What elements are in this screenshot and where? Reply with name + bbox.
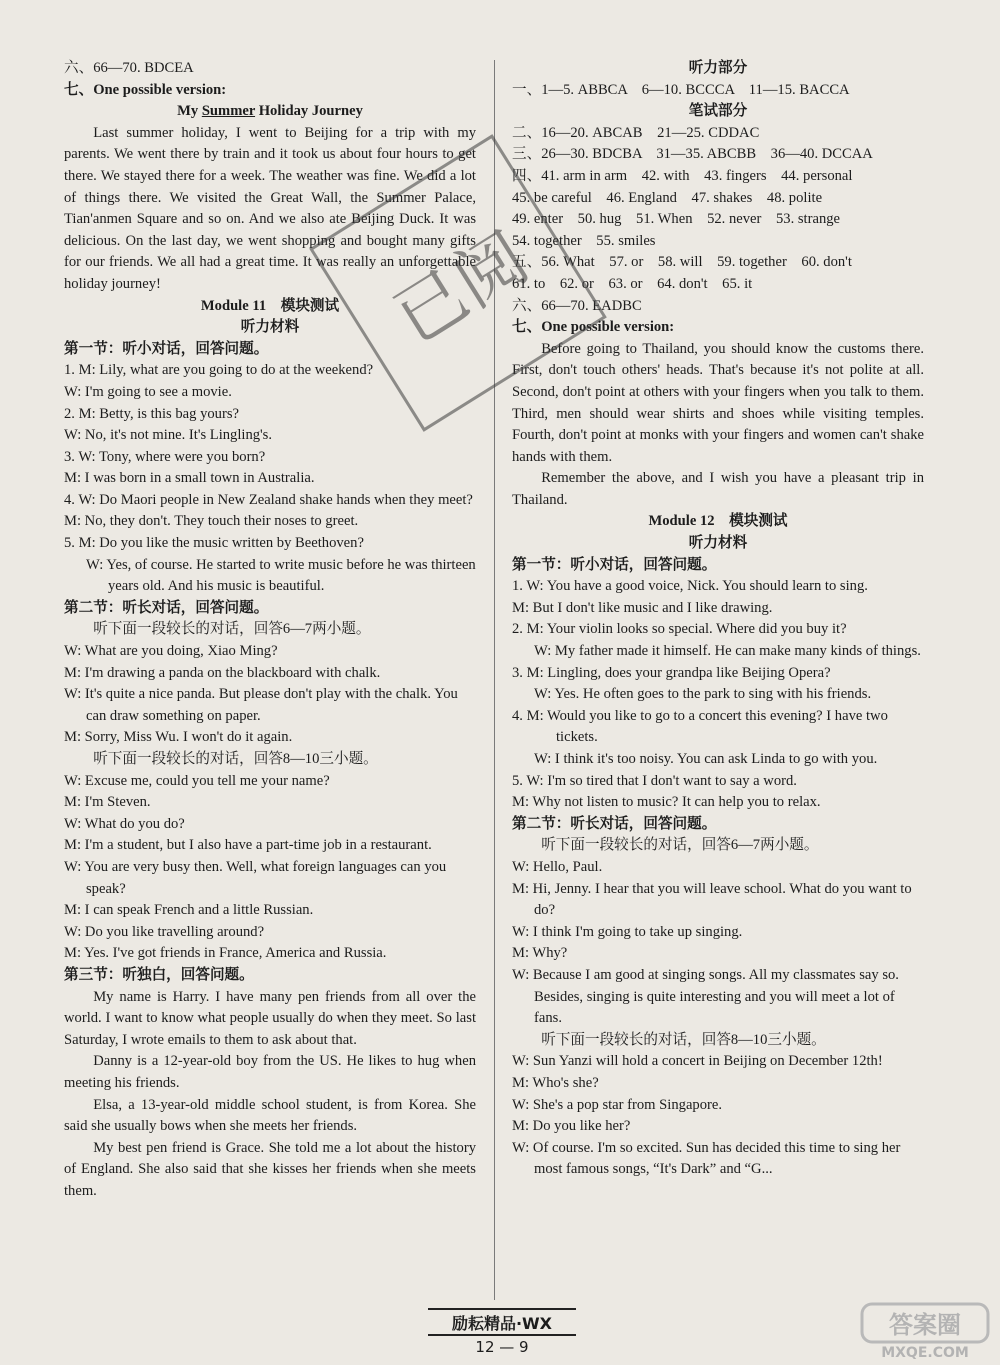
dialogue-line: W: Hello, Paul. — [512, 858, 603, 875]
dialogue-line: W: I think I'm going to take up singing. — [512, 923, 743, 940]
section-6-answers: 六、66—70. BDCEA — [64, 60, 194, 76]
dialogue-line: W: I think it's too noisy. You can ask Linda to go with you. — [534, 751, 878, 767]
section-7-heading: 七、One possible version: — [64, 81, 227, 98]
essay-paragraph: Before going to Thailand, you should know the customs there. First, don't touch others' heads. That's because it's not polite at all. Second, don't point at others with your fingers when you talk to them. Third, men should wear shirts and shoes while visiting temples. Fourth, don't point at monks with your fingers and women can't shake hands with them. — [512, 340, 924, 465]
dialogue-line: 2. M: Betty, is this bag yours? — [64, 405, 239, 422]
page-number: 12 — 9 — [475, 1338, 529, 1356]
dialogue-line: 3. M: Lingling, does your grandpa like Beijing Opera? — [512, 664, 831, 681]
dialogue-line: M: I'm drawing a panda on the blackboard with chalk. — [64, 664, 381, 681]
answer-row: 45. be careful 46. England 47. shakes 48. polite — [512, 189, 823, 206]
monologue-paragraph: Elsa, a 13-year-old middle school student, is from Korea. She said she usually bows when she meets her friends. — [64, 1096, 476, 1135]
page-footer — [0, 1300, 1000, 1365]
module-11-title: Module 11 模块测试 — [200, 297, 340, 314]
logo-url: MXQE.COM — [881, 1345, 969, 1360]
right-column — [512, 58, 924, 1181]
section-2-heading: 第二节：听长对话，回答问题。 — [512, 815, 717, 832]
dialogue-line: 4. W: Do Maori people in New Zealand shake hands when they meet? — [64, 491, 473, 508]
dialogue-line: M: But I don't like music and I like drawing. — [512, 599, 773, 616]
listening-material-title: 听力材料 — [688, 535, 748, 552]
answer-row: 六、66—70. EADBC — [512, 297, 642, 314]
answer-row: 二、16—20. ABCAB 21—25. CDDAC — [512, 124, 760, 141]
dialogue-line: M: I'm Steven. — [64, 794, 151, 811]
dialogue-line: W: What are you doing, Xiao Ming? — [64, 643, 278, 660]
logo-text: 答案圈 — [889, 1311, 961, 1339]
dialogue-line: M: I'm a student, but I also have a part-time job in a restaurant. — [64, 837, 432, 854]
dialogue-line: 3. W: Tony, where were you born? — [64, 448, 266, 465]
answer-row: 一、1—5. ABBCA 6—10. BCCCA 11—15. BACCA — [512, 81, 850, 98]
instruction-8-10: 听下面一段较长的对话，回答8—10三小题。 — [93, 751, 378, 767]
instruction-6-7: 听下面一段较长的对话，回答6—7两小题。 — [93, 621, 371, 638]
dialogue-line: W: No, it's not mine. It's Lingling's. — [64, 427, 273, 444]
dialogue-line: M: I was born in a small town in Australia. — [64, 470, 315, 487]
instruction-8-10: 听下面一段较长的对话，回答8—10三小题。 — [541, 1031, 826, 1048]
stamp-text: 已阅 — [379, 215, 543, 360]
essay-paragraph: Remember the above, and I wish you have a pleasant trip in Thailand. — [512, 470, 924, 508]
dialogue-line: M: Yes. I've got friends in France, America and Russia. — [64, 945, 387, 962]
dialogue-line: W: She's a pop star from Singapore. — [512, 1096, 723, 1113]
watermark-logo — [860, 1302, 990, 1360]
dialogue-line: M: Do you like her? — [512, 1118, 631, 1135]
dialogue-line: W: Of course. I'm so excited. Sun has decided this time to sing her most famous songs, “It's Dark” and “G... — [512, 1139, 901, 1178]
dialogue-line: W: Because I am good at singing songs. All my classmates say so. Besides, singing is quite interesting and you will meet a lot of fans. — [512, 966, 899, 1027]
dialogue-line: 1. W: You have a good voice, Nick. You should learn to sing. — [512, 578, 868, 595]
section-7-heading: 七、One possible version: — [512, 319, 675, 336]
section-1-heading: 第一节：听小对话，回答问题。 — [64, 340, 269, 357]
essay-paragraph: Last summer holiday, I went to Beijing for a trip with my parents. We went there by train and it took us about four hours to get there. We stayed there for a week. The weather was fine. We did a lot of things there. We visited the Great Wall, the Summer Palace, Tian'anmen Square and so on. And we also ate Beijing Duck. It was delicious. On the last day, we went shopping and bought many gifts for our friends. We all had a great time. It was really an unforgettable holiday journey! — [64, 124, 476, 292]
dialogue-line: M: Who's she? — [512, 1074, 599, 1091]
dialogue-line: M: No, they don't. They touch their noses to greet. — [64, 513, 359, 530]
dialogue-line: 4. M: Would you like to go to a concert this evening? I have two tickets. — [512, 707, 888, 746]
dialogue-line: W: I'm going to see a movie. — [64, 383, 232, 400]
answer-row: 五、56. What 57. or 58. will 59. together 60. don't — [512, 254, 852, 271]
answer-row: 54. together 55. smiles — [512, 232, 656, 249]
section-3-heading: 第三节：听独白，回答问题。 — [64, 966, 254, 983]
dialogue-line: W: Yes, of course. He started to write music before he was thirteen years old. And his music is beautiful. — [86, 556, 476, 595]
dialogue-line: 5. M: Do you like the music written by Beethoven? — [64, 535, 364, 552]
dialogue-line: W: You are very busy then. Well, what foreign languages can you speak? — [64, 858, 447, 897]
dialogue-line: W: Do you like travelling around? — [64, 923, 265, 940]
listening-part-heading: 听力部分 — [688, 60, 748, 76]
dialogue-line: M: Why? — [512, 945, 568, 962]
dialogue-line: W: It's quite a nice panda. But please don't play with the chalk. You can draw something on paper. — [64, 686, 458, 724]
answer-row: 三、26—30. BDCBA 31—35. ABCBB 36—40. DCCAA — [512, 146, 873, 163]
dialogue-line: W: Yes. He often goes to the park to sing with his friends. — [534, 686, 872, 703]
dialogue-line: W: What do you do? — [64, 815, 185, 832]
section-1-heading: 第一节：听小对话，回答问题。 — [512, 556, 717, 573]
listening-material-title: 听力材料 — [240, 319, 300, 336]
written-part-heading: 笔试部分 — [688, 103, 748, 120]
dialogue-line: 1. M: Lily, what are you going to do at the weekend? — [64, 362, 374, 379]
dialogue-line: 2. M: Your violin looks so special. Where did you buy it? — [512, 621, 847, 638]
monologue-paragraph: Danny is a 12-year-old boy from the US. He likes to hug when meeting his friends. — [64, 1053, 476, 1091]
dialogue-line: M: I can speak French and a little Russian. — [64, 902, 314, 919]
section-2-heading: 第二节：听长对话，回答问题。 — [64, 599, 269, 616]
dialogue-line: M: Why not listen to music? It can help you to relax. — [512, 794, 821, 811]
monologue-paragraph: My best pen friend is Grace. She told me a lot about the history of England. She also said that she kisses her friends when she meets them. — [64, 1139, 476, 1199]
answer-row: 四、41. arm in arm 42. with 43. fingers 44. personal — [512, 167, 853, 184]
answer-row: 61. to 62. or 63. or 64. don't 65. it — [512, 275, 753, 292]
instruction-6-7: 听下面一段较长的对话，回答6—7两小题。 — [541, 837, 819, 854]
essay-title: My Summer Holiday Journey — [177, 103, 363, 120]
dialogue-line: W: Sun Yanzi will hold a concert in Beijing on December 12th! — [512, 1053, 883, 1070]
dialogue-line: W: My father made it himself. He can make many kinds of things. — [534, 643, 921, 660]
dialogue-line: M: Hi, Jenny. I hear that you will leave school. What do you want to do? — [512, 880, 912, 919]
module-12-title: Module 12 模块测试 — [648, 513, 788, 530]
answer-row: 49. enter 50. hug 51. When 52. never 53. strange — [512, 211, 841, 228]
dialogue-line: W: Excuse me, could you tell me your name? — [64, 772, 330, 789]
dialogue-line: 5. W: I'm so tired that I don't want to say a word. — [512, 772, 797, 789]
dialogue-line: M: Sorry, Miss Wu. I won't do it again. — [64, 729, 293, 746]
monologue-paragraph: My name is Harry. I have many pen friends from all over the world. I want to know what people usually do when they meet. So last Saturday, I wrote emails to them to ask about that. — [64, 988, 476, 1048]
brand-label: 励耘精品·WX — [428, 1308, 576, 1336]
